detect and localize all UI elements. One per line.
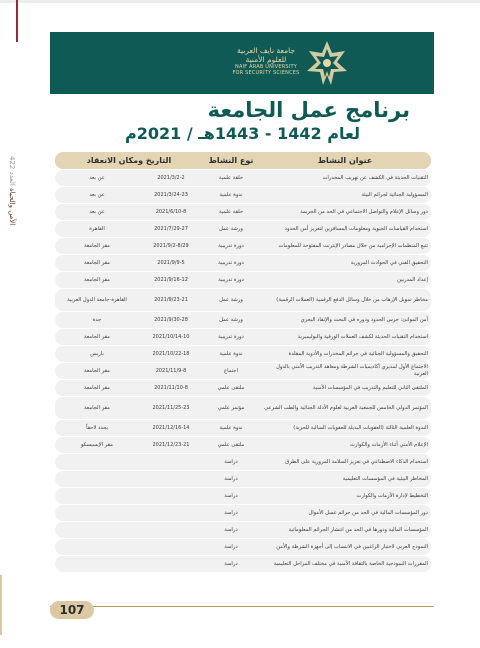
activity-cell: الملتقى الثاني للتعليم والتدريب في المؤسسات الأمنية bbox=[259, 380, 431, 396]
place-cell: عن بعد bbox=[55, 187, 139, 203]
date-cell bbox=[139, 454, 203, 470]
date-cell: 2021/6/10-8 bbox=[139, 204, 203, 220]
activity-cell: التحقيق الفني في الحوادث المرورية bbox=[259, 255, 431, 271]
table-row bbox=[55, 272, 431, 288]
type-cell: اجتماع bbox=[203, 363, 259, 379]
type-cell: ملتقى علمي bbox=[203, 380, 259, 396]
place-cell: عن بعد bbox=[55, 204, 139, 220]
type-cell: دورة تدريبية bbox=[203, 255, 259, 271]
table-row bbox=[55, 471, 431, 487]
place-cell bbox=[55, 488, 139, 504]
type-cell: دراسة bbox=[203, 454, 259, 470]
type-cell: ورشة عمل bbox=[203, 221, 259, 237]
place-cell bbox=[55, 539, 139, 555]
magazine-side-label bbox=[2, 150, 16, 280]
activity-cell: الاجتماع الأول لمديري أكاديميات الشرطة ومعاهد التدريب الأمني بالدول العربية bbox=[259, 363, 431, 379]
table-row bbox=[55, 363, 431, 379]
place-cell: مقر الجامعة bbox=[55, 238, 139, 254]
type-cell: حلقة علمية bbox=[203, 170, 259, 186]
university-name-en-1: NAIF ARAB UNIVERSITY bbox=[235, 64, 297, 70]
type-cell: ملتقى علمي bbox=[203, 437, 259, 453]
date-cell: 2021/9/30-28 bbox=[139, 312, 203, 328]
table-row bbox=[55, 238, 431, 254]
type-cell: دراسة bbox=[203, 488, 259, 504]
type-cell: حلقة علمية bbox=[203, 204, 259, 220]
place-cell bbox=[55, 556, 139, 572]
place-cell: القاهرة-جامعة الدول العربية bbox=[55, 289, 139, 311]
page-title: برنامج عمل الجامعة bbox=[207, 98, 410, 122]
activity-cell: استخدام التقنيات الحديثة لكشف العملات الورقية والبوليميرية bbox=[259, 329, 431, 345]
type-cell: دراسة bbox=[203, 556, 259, 572]
activities-table bbox=[55, 151, 431, 573]
date-cell: 2021/9/2-8/29 bbox=[139, 238, 203, 254]
place-cell: مقر الجامعة bbox=[55, 329, 139, 345]
activity-cell: إعداد المدربين bbox=[259, 272, 431, 288]
date-cell: 2021/3/2-2 bbox=[139, 170, 203, 186]
date-cell bbox=[139, 488, 203, 504]
activity-cell: استخدام القياسات الحيوية ومعلومات المسافرين لتعزيز أمن الحدود bbox=[259, 221, 431, 237]
date-cell bbox=[139, 505, 203, 521]
place-cell: مقر الجامعة bbox=[55, 363, 139, 379]
date-cell: 2021/12/16-14 bbox=[139, 420, 203, 436]
place-cell: مقر الجامعة bbox=[55, 272, 139, 288]
magazine-issue: العدد 422 bbox=[8, 156, 16, 186]
activity-cell: المسؤولية الجنائية لجرائم البيئة bbox=[259, 187, 431, 203]
date-cell: 2021/9/9-5 bbox=[139, 255, 203, 271]
table-row bbox=[55, 289, 431, 311]
top-rule bbox=[0, 0, 480, 3]
table-row bbox=[55, 221, 431, 237]
type-cell: دراسة bbox=[203, 539, 259, 555]
activity-cell: المؤتمر الدولي الخامس للجمعية العربية لعلوم الأدلة الجنائية والطب الشرعي bbox=[259, 397, 431, 419]
university-logo bbox=[303, 39, 351, 87]
date-cell bbox=[139, 539, 203, 555]
university-name bbox=[228, 46, 304, 76]
activity-cell: المخاطر البيئية في المؤسسات التعليمية bbox=[259, 471, 431, 487]
table-body bbox=[55, 170, 431, 572]
university-banner bbox=[50, 32, 434, 94]
place-cell: مقر الجامعة bbox=[55, 380, 139, 396]
type-cell: دراسة bbox=[203, 505, 259, 521]
activity-cell: دور وسائل الإعلام والتواصل الاجتماعي في الحد من الجريمة bbox=[259, 204, 431, 220]
table-row bbox=[55, 437, 431, 453]
type-cell: دراسة bbox=[203, 471, 259, 487]
table-row bbox=[55, 312, 431, 328]
date-cell: 2021/7/29-27 bbox=[139, 221, 203, 237]
table-row bbox=[55, 539, 431, 555]
activity-cell: أمن الموانئ: حرس الحدود ودوره في البحث والإنقاذ البحري bbox=[259, 312, 431, 328]
type-cell: دورة تدريبية bbox=[203, 238, 259, 254]
date-cell: 2021/11/10-8 bbox=[139, 380, 203, 396]
table-row bbox=[55, 380, 431, 396]
type-cell: ندوة علمية bbox=[203, 346, 259, 362]
table-row bbox=[55, 329, 431, 345]
table-row bbox=[55, 397, 431, 419]
side-strip bbox=[0, 575, 2, 635]
magazine-name: الأمن والحياة bbox=[8, 188, 16, 226]
place-cell: مقر الإيسيسكو bbox=[55, 437, 139, 453]
date-cell: 2021/10/14-10 bbox=[139, 329, 203, 345]
university-name-en-2: FOR SECURITY SCIENCES bbox=[232, 70, 300, 76]
type-cell: دورة تدريبية bbox=[203, 272, 259, 288]
date-cell: 2021/10/22-18 bbox=[139, 346, 203, 362]
table-row bbox=[55, 488, 431, 504]
date-cell bbox=[139, 556, 203, 572]
activity-cell: الندوة العلمية الثالثة (العقوبات البديلة للعقوبات السالبة للحرية) bbox=[259, 420, 431, 436]
place-cell: يحدد لاحقاً bbox=[55, 420, 139, 436]
table-row bbox=[55, 255, 431, 271]
type-cell: ورشة عمل bbox=[203, 289, 259, 311]
activity-cell: النموذج العربي لاختبار الراغبين في الانتساب إلى أجهزة الشرطة والأمن bbox=[259, 539, 431, 555]
activity-cell: التحقيق والمسؤولية الجنائية في جرائم المخدرات والأدوية المقلدة bbox=[259, 346, 431, 362]
date-cell bbox=[139, 522, 203, 538]
activity-cell: استخدام الذكاء الاصطناعي في تعزيز السلامة المرورية على الطرق bbox=[259, 454, 431, 470]
activity-cell: التقنيات الحديثة في الكشف عن تهريب المخدرات bbox=[259, 170, 431, 186]
table-row bbox=[55, 522, 431, 538]
activity-cell: التخطيط لإدارة الأزمات والكوارث bbox=[259, 488, 431, 504]
university-name-ar-1: جامعة نايف العربية bbox=[236, 46, 296, 55]
date-cell: 2021/12/23-21 bbox=[139, 437, 203, 453]
university-name-ar-2: للعلوم الأمنية bbox=[245, 55, 287, 64]
table-row bbox=[55, 556, 431, 572]
place-cell: مقر الجامعة bbox=[55, 397, 139, 419]
type-cell: مؤتمر علمي bbox=[203, 397, 259, 419]
date-cell: 2021/11/25-23 bbox=[139, 397, 203, 419]
table-row bbox=[55, 420, 431, 436]
type-cell: ندوة علمية bbox=[203, 420, 259, 436]
date-cell: 2021/11/9-8 bbox=[139, 363, 203, 379]
type-cell: دراسة bbox=[203, 522, 259, 538]
page-subtitle: لعام 1442 - 1443هـ / 2021م bbox=[125, 124, 360, 143]
place-cell: مقر الجامعة bbox=[55, 255, 139, 271]
table-row bbox=[55, 204, 431, 220]
place-cell bbox=[55, 471, 139, 487]
date-cell: 2021/9/16-12 bbox=[139, 272, 203, 288]
place-cell: عن بعد bbox=[55, 170, 139, 186]
activity-cell: دور المؤسسات المالية في الحد من جرائم غسل الأموال bbox=[259, 505, 431, 521]
table-row bbox=[55, 187, 431, 203]
place-cell: باريس bbox=[55, 346, 139, 362]
place-cell: جدة bbox=[55, 312, 139, 328]
table-header-row bbox=[55, 152, 431, 169]
type-cell: ندوة علمية bbox=[203, 187, 259, 203]
place-cell bbox=[55, 505, 139, 521]
side-accent-bar bbox=[16, 0, 18, 42]
place-cell: القاهرة bbox=[55, 221, 139, 237]
page-number: 107 bbox=[50, 601, 94, 619]
activity-cell: تتبع المنظمات الإجرامية من خلال مصادر الإنترنت المفتوحة للمعلومات bbox=[259, 238, 431, 254]
header-date-place: التاريخ ومكان الانعقاد bbox=[55, 152, 203, 169]
activity-cell: المؤسسات المالية ودورها في الحد من انتشار الجرائم المعلوماتية bbox=[259, 522, 431, 538]
date-cell: 2021/3/24-23 bbox=[139, 187, 203, 203]
table-row bbox=[55, 346, 431, 362]
activity-cell: مخاطر تمويل الإرهاب من خلال وسائل الدفع الرقمية (العملات الرقمية) bbox=[259, 289, 431, 311]
date-cell bbox=[139, 471, 203, 487]
table-row bbox=[55, 454, 431, 470]
table-row bbox=[55, 505, 431, 521]
table-row bbox=[55, 170, 431, 186]
date-cell: 2021/9/23-21 bbox=[139, 289, 203, 311]
footer-rule bbox=[50, 606, 434, 607]
activity-cell: المقررات النموذجية الخاصة بالثقافة الأمنية في مختلف المراحل التعليمية bbox=[259, 556, 431, 572]
place-cell bbox=[55, 454, 139, 470]
type-cell: دورة تدريبية bbox=[203, 329, 259, 345]
header-type: نوع النشاط bbox=[203, 152, 259, 169]
activity-cell: الإعلام الأمني أثناء الأزمات والكوارث bbox=[259, 437, 431, 453]
type-cell: ورشة عمل bbox=[203, 312, 259, 328]
header-activity: عنوان النشاط bbox=[259, 152, 431, 169]
place-cell bbox=[55, 522, 139, 538]
